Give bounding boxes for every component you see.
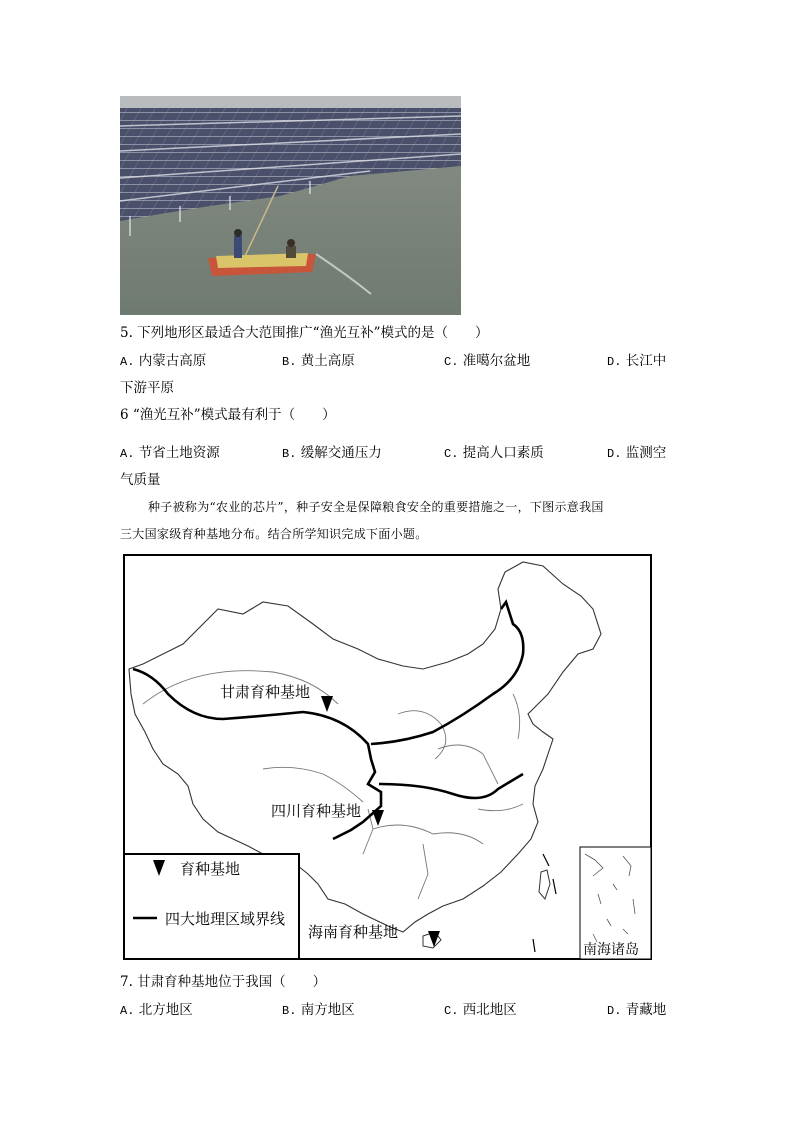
- option-letter: A.: [120, 1004, 135, 1018]
- option-text: 长江中: [625, 353, 667, 369]
- option-letter: C.: [444, 447, 459, 461]
- q6-stem: 6 “渔光互补”模式最有利于（ ）: [120, 407, 336, 423]
- q5-option-d[interactable]: [607, 351, 666, 372]
- legend-label-base: 育种基地: [180, 860, 241, 878]
- q7-option-b[interactable]: [282, 1000, 355, 1021]
- option-text: 缓解交通压力: [300, 445, 382, 461]
- map-svg: [123, 554, 652, 960]
- option-letter: B.: [282, 355, 297, 369]
- label-hainan: 海南育种基地: [308, 923, 399, 941]
- option-letter: B.: [282, 1004, 297, 1018]
- label-sichuan: 四川育种基地: [271, 802, 362, 820]
- option-text: 节省土地资源: [138, 445, 220, 461]
- q6-option-d[interactable]: [607, 443, 666, 464]
- passage-line-1: 种子被称为“农业的芯片”，种子安全是保障粮食安全的重要措施之一，下图示意我国: [148, 500, 604, 514]
- label-gansu: 甘肃育种基地: [220, 683, 311, 701]
- china-breeding-base-map: [123, 554, 652, 960]
- option-letter: D.: [607, 1004, 622, 1018]
- option-letter: A.: [120, 355, 135, 369]
- option-text: 南方地区: [300, 1002, 355, 1018]
- q7-option-d[interactable]: [607, 1000, 666, 1021]
- option-text: 北方地区: [138, 1002, 193, 1018]
- option-text: 提高人口素质: [462, 445, 544, 461]
- option-text: 准噶尔盆地: [462, 353, 531, 369]
- option-text: 监测空: [625, 445, 667, 461]
- option-letter: D.: [607, 355, 622, 369]
- q5-option-a[interactable]: [120, 351, 206, 372]
- passage-line-2: 三大国家级育种基地分布。结合所学知识完成下面小题。: [120, 527, 428, 541]
- q5-stem: 5. 下列地形区最适合大范围推广“渔光互补”模式的是（ ）: [120, 325, 489, 341]
- q5-option-d-wrap: 下游平原: [120, 380, 174, 396]
- q6-option-d-wrap: 气质量: [120, 472, 161, 488]
- option-letter: A.: [120, 447, 135, 461]
- q7-option-c[interactable]: [444, 1000, 517, 1021]
- q5-option-b[interactable]: [282, 351, 355, 372]
- q6-option-c[interactable]: [444, 443, 544, 464]
- option-text: 黄土高原: [300, 353, 355, 369]
- option-letter: D.: [607, 447, 622, 461]
- q7-option-a[interactable]: [120, 1000, 193, 1021]
- option-text: 青藏地: [625, 1002, 667, 1018]
- option-letter: B.: [282, 447, 297, 461]
- q7-stem: 7. 甘肃育种基地位于我国（ ）: [120, 974, 327, 990]
- q5-option-c[interactable]: [444, 351, 530, 372]
- option-text: 西北地区: [462, 1002, 517, 1018]
- q6-option-a[interactable]: [120, 443, 220, 464]
- fishery-solar-photo: [120, 96, 461, 315]
- option-letter: C.: [444, 355, 459, 369]
- q6-option-b[interactable]: [282, 443, 382, 464]
- legend-label-boundary: 四大地理区域界线: [165, 910, 286, 928]
- option-letter: C.: [444, 1004, 459, 1018]
- option-text: 内蒙古高原: [138, 353, 207, 369]
- inset-label: 南海诸岛: [583, 942, 639, 958]
